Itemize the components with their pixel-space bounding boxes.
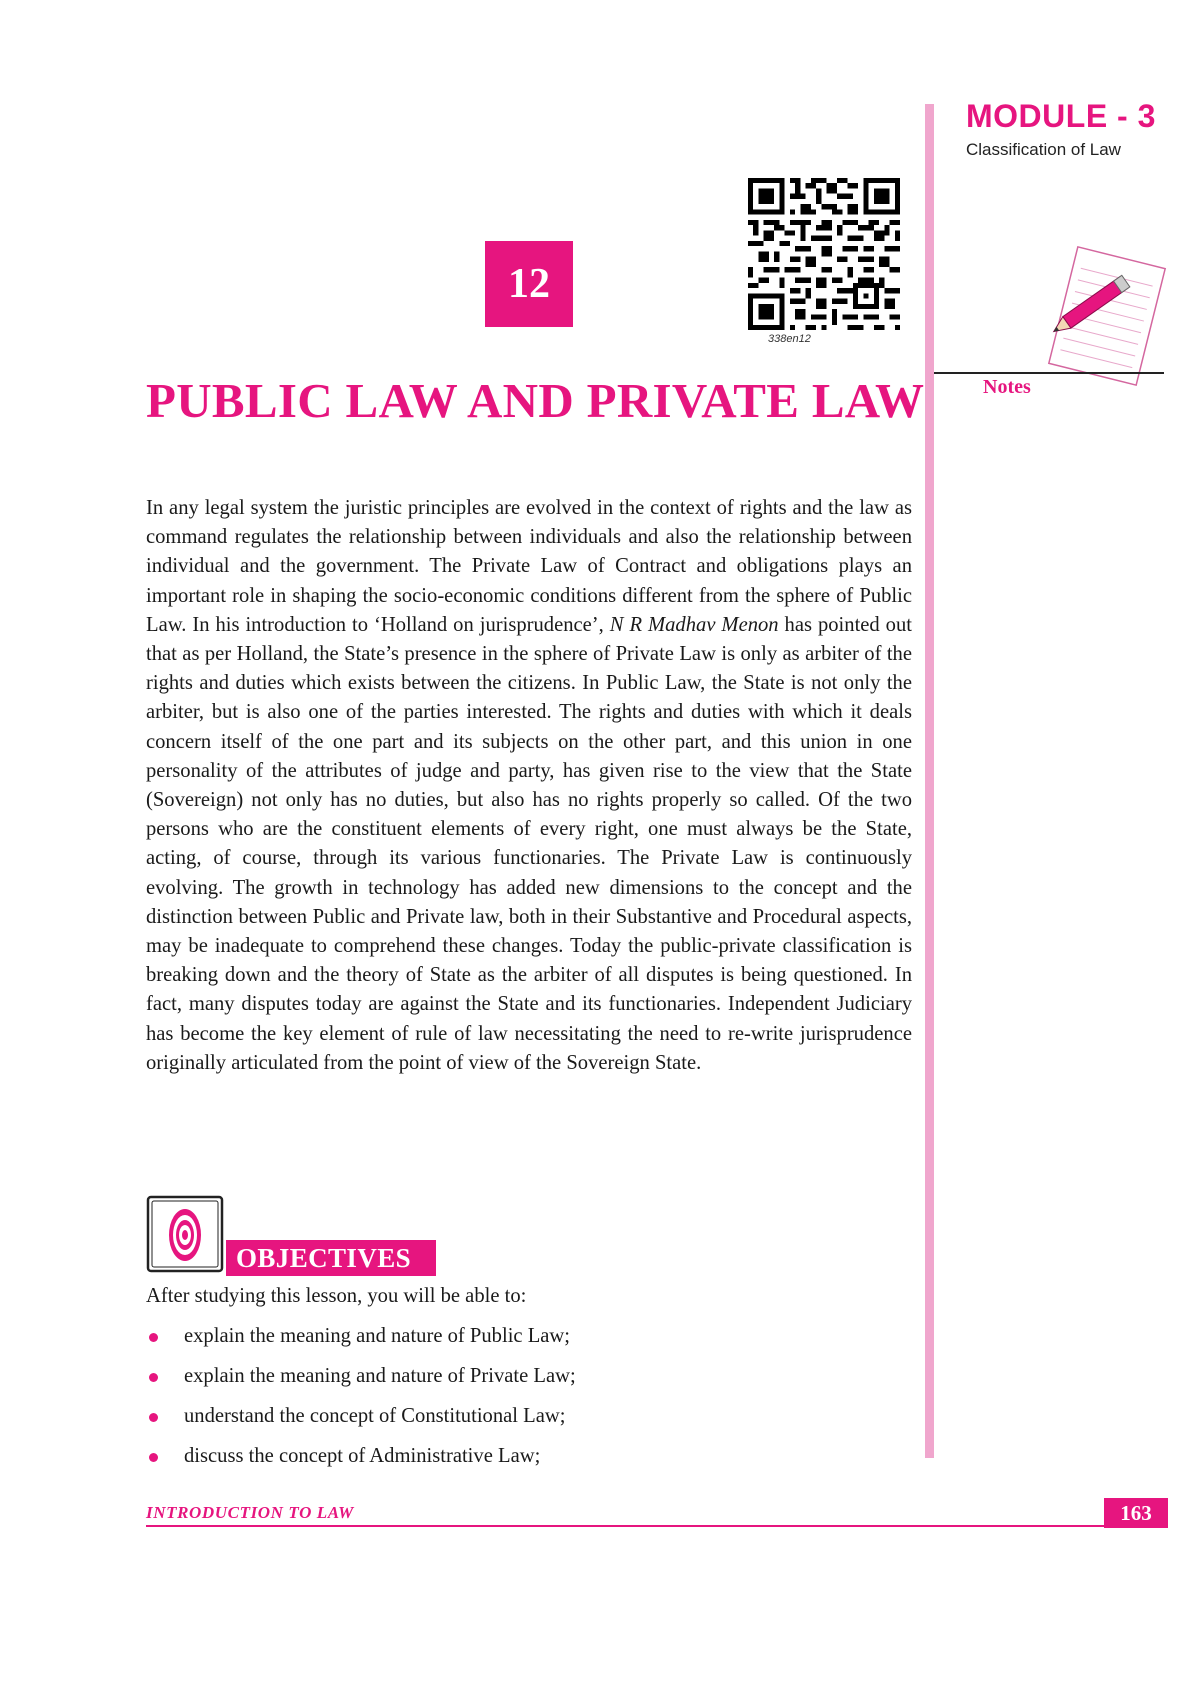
notes-label: Notes: [983, 376, 1031, 398]
objectives-heading: OBJECTIVES: [226, 1240, 436, 1276]
chapter-number: 12: [485, 241, 573, 327]
objectives-list: [146, 1325, 576, 1485]
side-margin-bar: [925, 104, 934, 1458]
list-item: [146, 1445, 576, 1485]
objectives-lead: After studying this lesson, you will be able to:: [146, 1285, 527, 1307]
notes-divider: [934, 372, 1164, 374]
bullet-icon: [149, 1453, 158, 1462]
list-item: [146, 1325, 576, 1365]
intro-paragraph: [146, 494, 912, 1078]
module-subtitle: Classification of Law: [966, 140, 1121, 159]
bullet-icon: [149, 1333, 158, 1342]
intro-author-name: N R Madhav Menon: [609, 613, 779, 636]
list-item: [146, 1405, 576, 1445]
footer-divider: [146, 1525, 1104, 1527]
target-icon: [146, 1195, 224, 1273]
notepad-pencil-icon: [1042, 236, 1172, 401]
objective-text: discuss the concept of Administrative Law;: [184, 1445, 541, 1467]
intro-text-end: has pointed out that as per Holland, the State’s presence in the sphere of Private Law is only as arbiter of the rights and duties which exists between the citizens. In Public Law, the State is not only the arbiter, but is also one of the parties interested. The rights and duties with which it deals concern itself of the one part and its subjects on the other part, and this union in one personality of the attributes of judge and party, has given rise to the view that the State (Sovereign) not only has no duties, but also has no rights properly so called. Of the two persons who are the constituent elements of every right, one must always be the State, acting, of course, through its various functionaries. The Private Law is continuously evolving. The growth in technology has added new dimensions to the concept and the distinction between Public and Private law, both in their Substantive and Procedural aspects, may be inadequate to comprehend these changes. Today the public-private classification is breaking down and the theory of State as the arbiter of all disputes is being questioned. In fact, many disputes today are against the State and its functionaries. Independent Judiciary has become the key element of rule of law necessitating the need to re-write jurisprudence originally articulated from the point of view of the Sovereign State.: [146, 613, 912, 1074]
page-number: 163: [1104, 1498, 1168, 1528]
bullet-icon: [149, 1413, 158, 1422]
qr-code: [748, 178, 900, 330]
chapter-title: PUBLIC LAW AND PRIVATE LAW: [146, 373, 925, 428]
intro-text-start: In any legal system the juristic principles are evolved in the context of rights and the law as command regulates the relationship between individuals and also the relationship between individual and the government. The Private Law of Contract and obligations plays an important role in shaping the socio-economic conditions different from the sphere of Public Law. In his introduction to ‘Holland on jurisprudence’,: [146, 497, 912, 636]
bullet-icon: [149, 1373, 158, 1382]
objective-text: explain the meaning and nature of Private Law;: [184, 1365, 576, 1387]
objective-text: explain the meaning and nature of Public Law;: [184, 1325, 571, 1347]
module-title: MODULE - 3: [966, 98, 1156, 134]
footer-book-title: INTRODUCTION TO LAW: [146, 1503, 354, 1522]
list-item: [146, 1365, 576, 1405]
objective-text: understand the concept of Constitutional Law;: [184, 1405, 566, 1427]
qr-code-label: 338en12: [768, 333, 811, 345]
